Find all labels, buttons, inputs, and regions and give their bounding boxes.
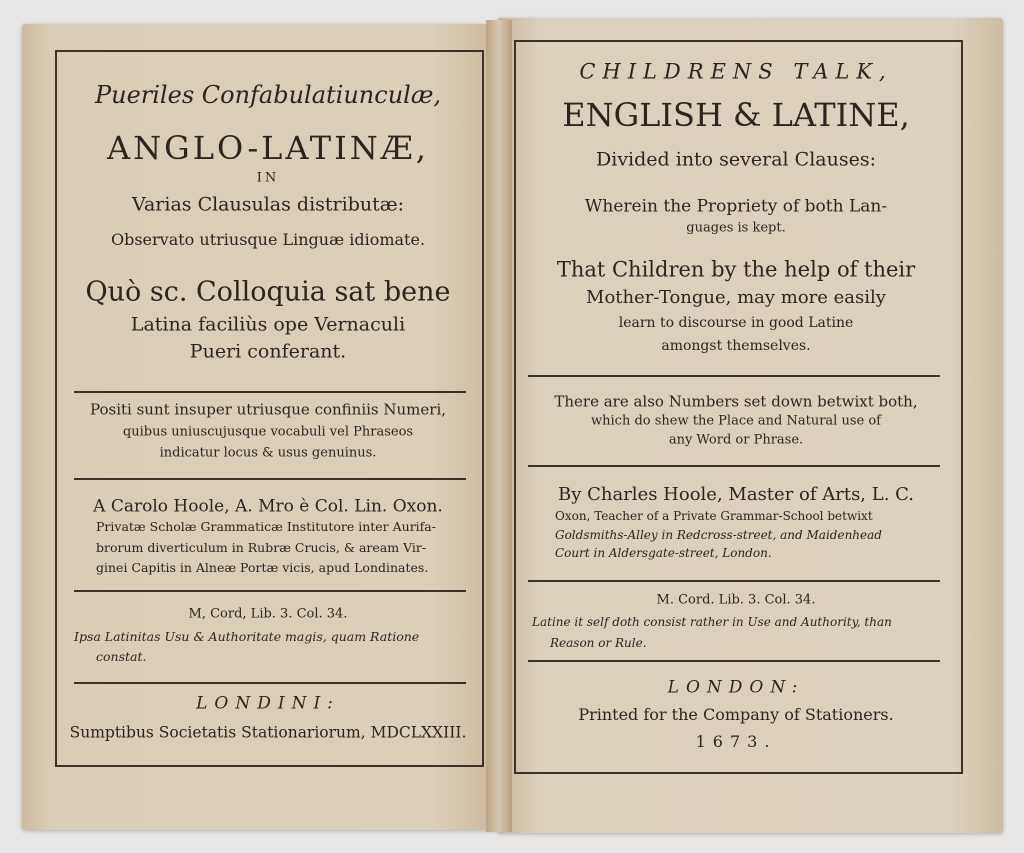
right-title-italic: CHILDRENS TALK, [579,59,893,84]
left-author-detail-2: brorum diverticulum in Rubræ Crucis, & aream Vir- [96,539,427,555]
left-line-4: Latina faciliùs ope Vernaculi [130,313,406,336]
right-line-5: Mother-Tongue, may more easily [586,287,886,308]
left-author: A Carolo Hoole, A. Mro è Col. Lin. Oxon. [93,496,443,517]
divider [74,391,466,393]
right-imprint: Printed for the Company of Stationers. [578,705,894,724]
left-imprint: Sumptibus Societatis Stationariorum, MDCLXXIII. [69,723,467,742]
left-place: LONDINI: [196,693,340,714]
right-author-detail-2: Goldsmiths-Alley in Redcross-street, and Maidenhead [555,528,882,542]
right-line-7: amongst themselves. [661,338,811,354]
divider [528,580,940,582]
right-line-1: Divided into several Clauses: [596,148,876,171]
left-numbers-note-1: Positi sunt insuper utriusque confiniis Numeri, [89,400,447,419]
left-line-3: Quò sc. Colloquia sat bene [85,276,451,308]
left-citation: M, Cord, Lib. 3. Col. 34. [188,606,348,622]
left-author-detail-1: Privatæ Scholæ Grammaticæ Institutore inter Aurifa- [96,518,436,534]
right-author-detail-3: Court in Aldersgate-street, London. [555,546,772,560]
book-spine [486,20,512,832]
right-line-2: Wherein the Propriety of both Lan- [584,196,888,217]
right-author-detail-1: Oxon, Teacher of a Private Grammar-School betwixt [555,509,873,523]
left-line-2: Observato utriusque Linguæ idiomate. [110,230,426,249]
right-title-main: ENGLISH & LATINE, [562,96,910,134]
divider [528,375,940,377]
right-line-6: learn to discourse in good Latine [618,315,854,331]
left-quote-2: constat. [96,648,147,664]
left-line-1: Varias Clausulas distributæ: [131,193,405,216]
left-title-main: ANGLO-LATINÆ, [107,129,429,167]
right-citation: M. Cord. Lib. 3. Col. 34. [656,592,816,608]
right-year: 1673. [695,732,777,751]
left-in: IN [256,170,280,186]
right-numbers-note-2: which do shew the Place and Natural use of [591,413,881,429]
divider [74,478,466,480]
right-quote-1: Latine it self doth consist rather in Use and Authority, than [532,615,892,629]
divider [528,660,940,662]
right-quote-2: Reason or Rule. [550,636,647,650]
left-quote-1: Ipsa Latinitas Usu & Authoritate magis, quam Ratione [74,628,420,644]
divider [74,590,466,592]
left-numbers-note-2: quibus uniuscujusque vocabuli vel Phraseos [122,424,414,440]
right-author: By Charles Hoole, Master of Arts, L. C. [557,484,915,505]
right-place: LONDON: [667,677,805,698]
left-title-italic: Pueriles Confabulatiunculæ, [94,81,442,109]
left-author-detail-3: ginei Capitis in Alneæ Portæ vicis, apud Londinates. [96,559,429,575]
right-line-3: guages is kept. [686,220,786,236]
right-numbers-note-1: There are also Numbers set down betwixt both, [554,392,918,411]
left-line-5: Pueri conferant. [189,340,347,363]
left-numbers-note-3: indicatur locus & usus genuinus. [159,445,377,461]
right-line-4: That Children by the help of their [556,257,916,282]
right-numbers-note-3: any Word or Phrase. [668,432,804,448]
divider [74,682,466,684]
divider [528,465,940,467]
